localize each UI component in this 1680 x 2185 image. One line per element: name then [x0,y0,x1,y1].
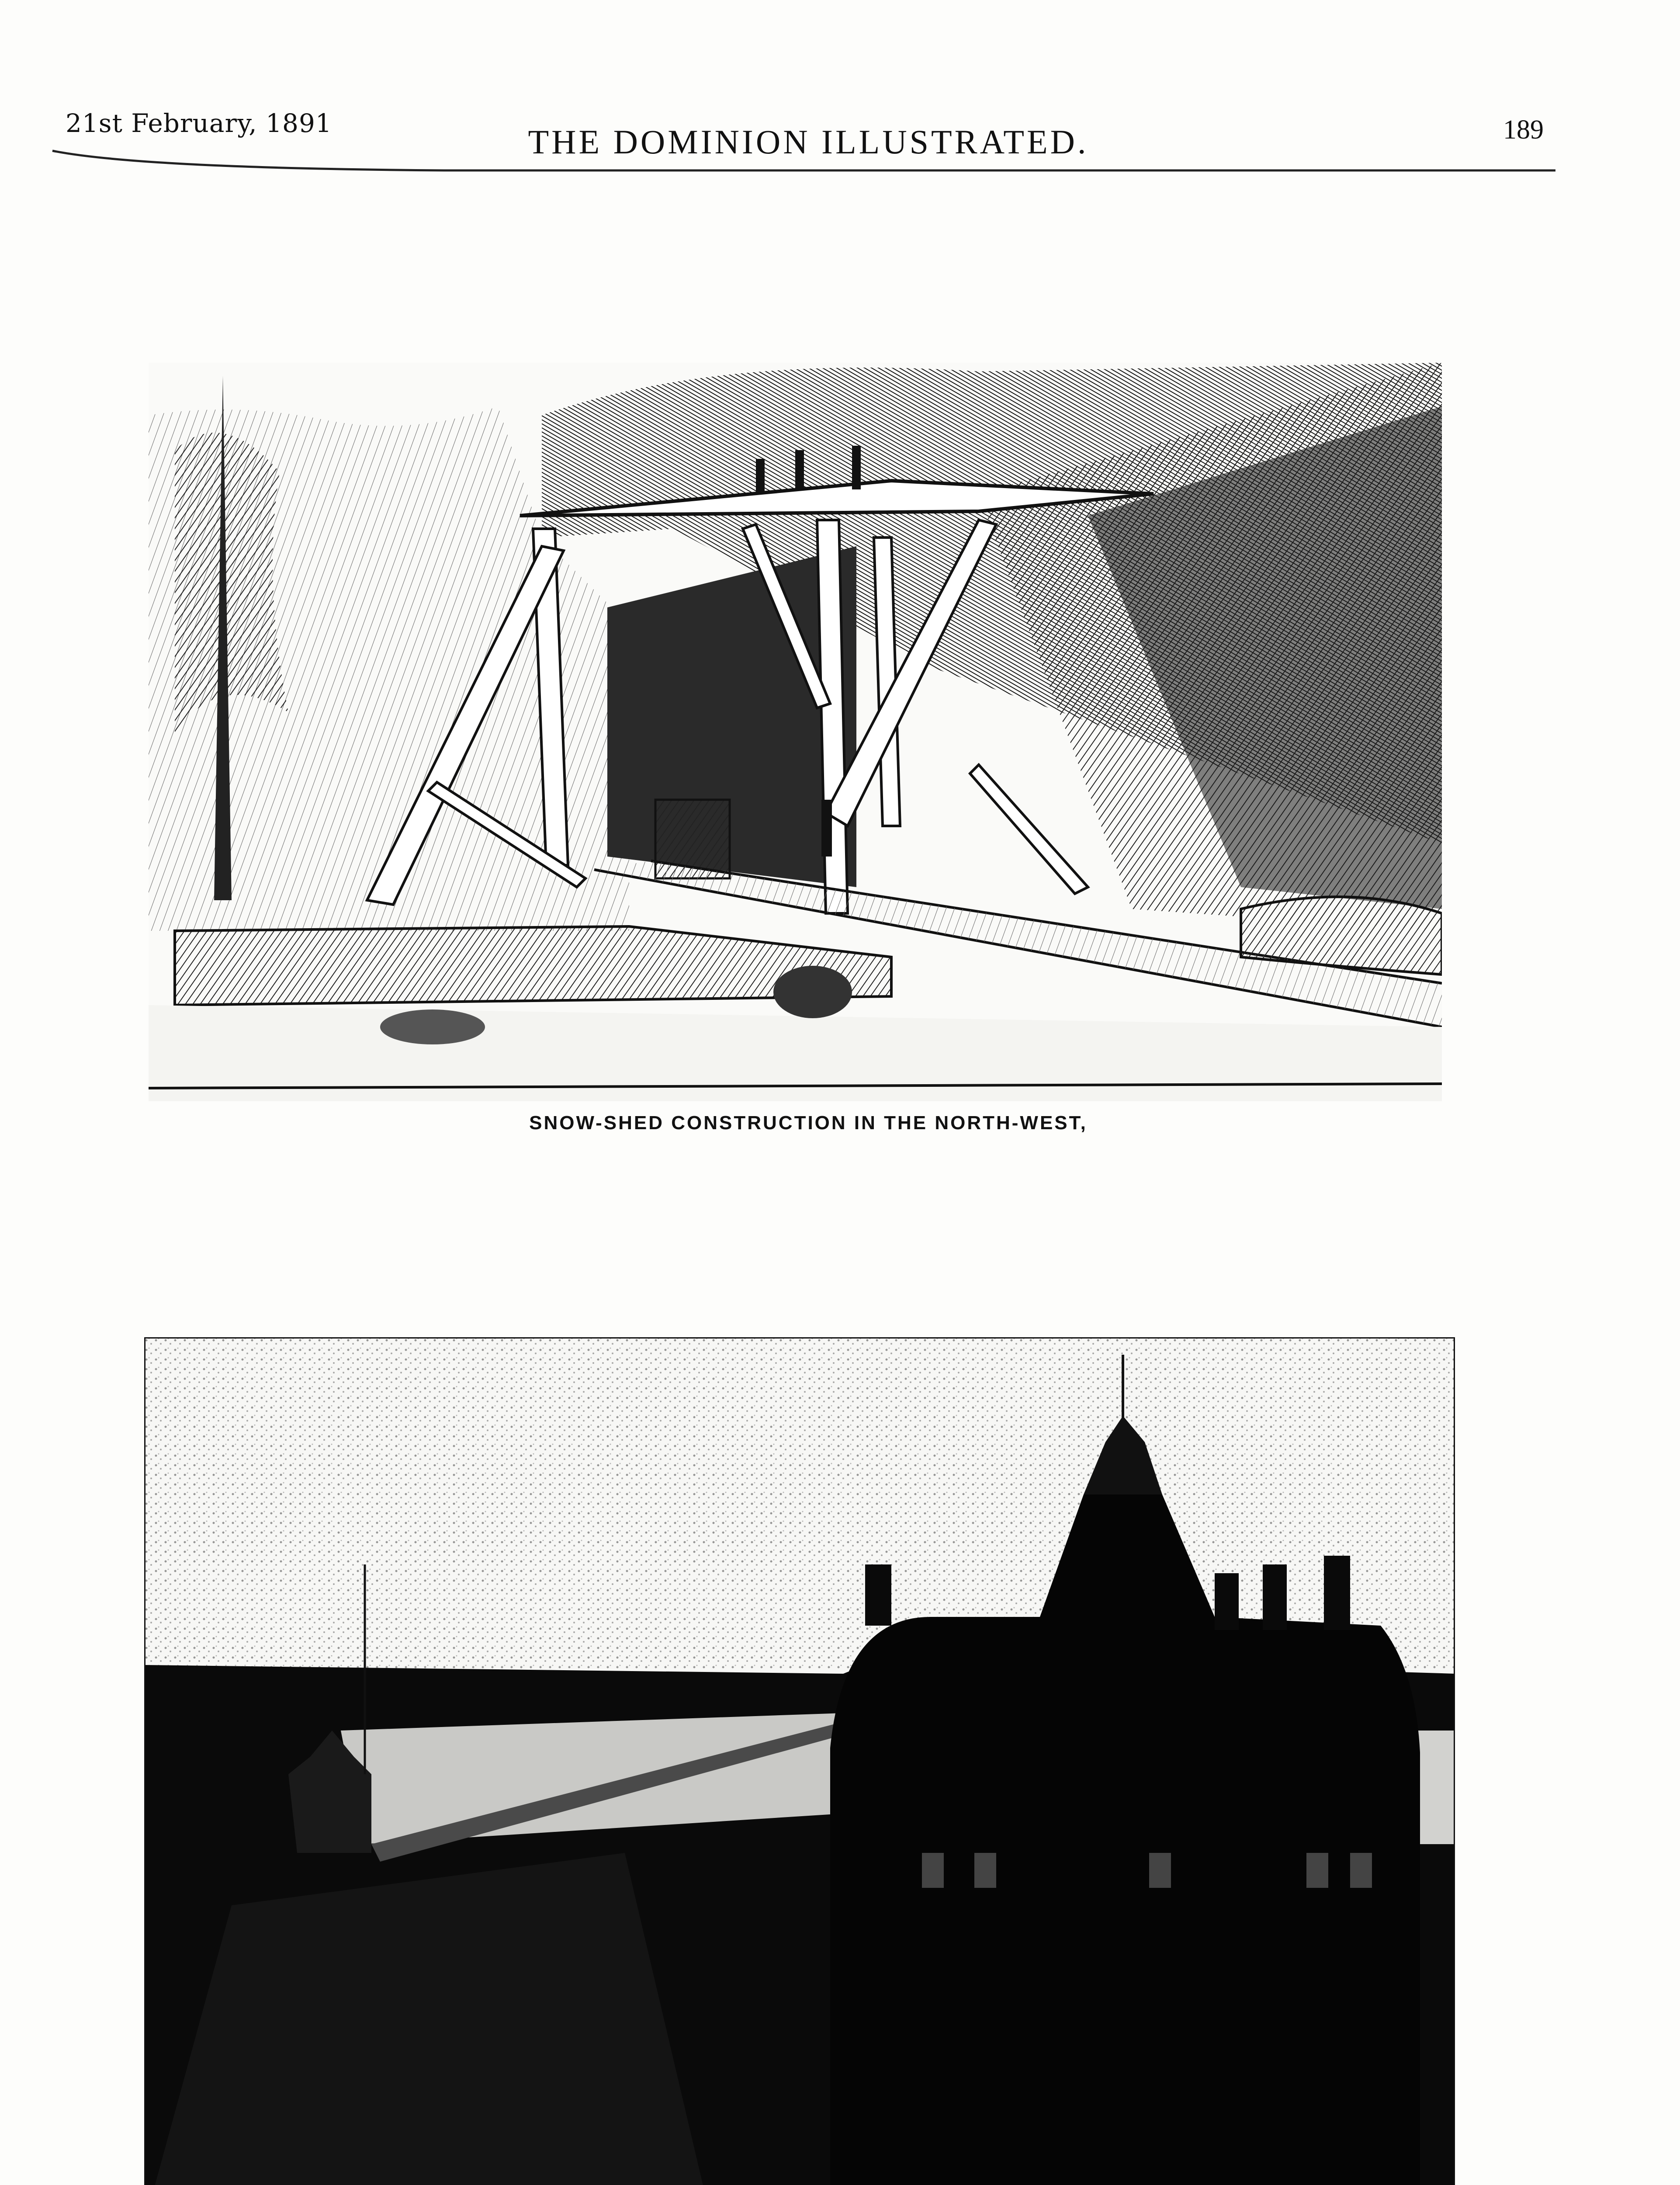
publication-title: THE DOMINION ILLUSTRATED. [528,123,1089,161]
figure-caption-snow-shed: SNOW-SHED CONSTRUCTION IN THE NORTH-WEST, [529,1112,1088,1134]
header-rule [52,144,1555,170]
post-office-photograph [144,1337,1455,2185]
page-number: 189 [1503,115,1544,145]
issue-date: 21st February, 1891 [66,108,332,138]
snow-shed-engraving [149,363,1442,1101]
